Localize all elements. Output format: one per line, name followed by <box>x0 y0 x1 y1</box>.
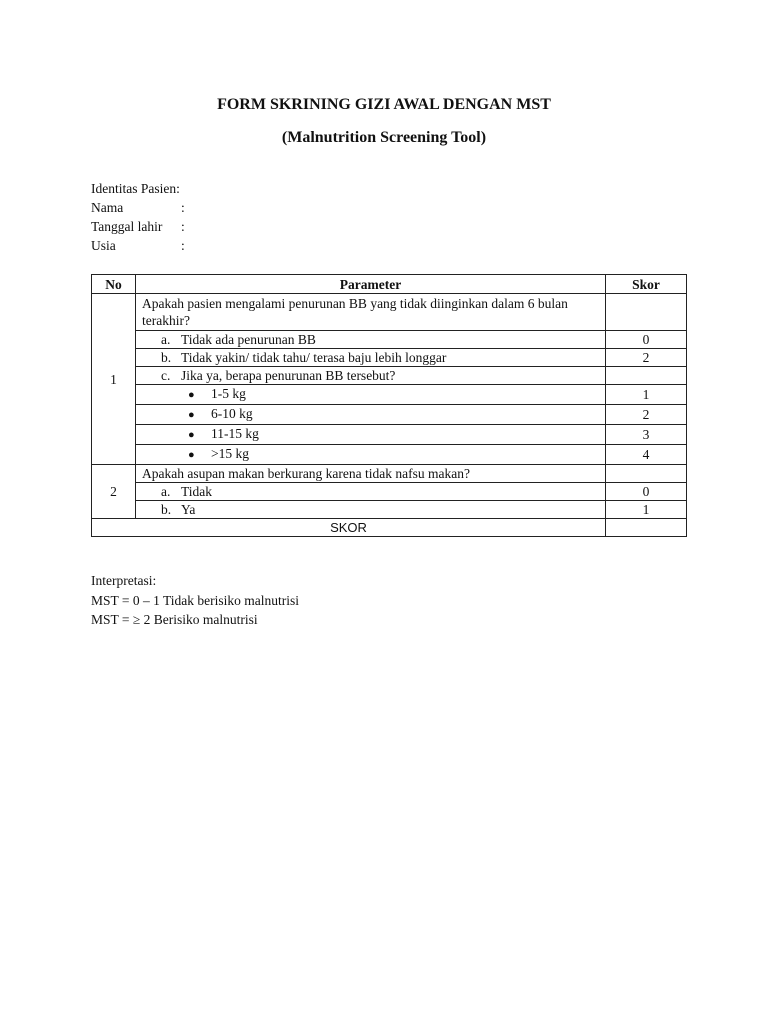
option-marker: a. <box>161 484 171 499</box>
option-cell <box>136 483 606 501</box>
score-cell: 0 <box>606 483 687 501</box>
interpretation-line: MST = 0 – 1 Tidak berisiko malnutrisi <box>91 592 300 608</box>
question-number: 2 <box>92 465 136 519</box>
identity-field-usia <box>91 236 185 255</box>
field-separator: : <box>181 238 185 253</box>
table-row <box>92 425 687 445</box>
total-label: SKOR <box>92 519 606 537</box>
bullet-text: 6-10 kg <box>211 406 253 421</box>
option-cell <box>136 349 606 367</box>
option-cell <box>136 367 606 385</box>
identity-field-tanggal-lahir <box>91 217 185 236</box>
score-cell <box>606 294 687 331</box>
score-cell <box>606 367 687 385</box>
bullet-icon: ● <box>188 409 195 421</box>
score-cell <box>606 465 687 483</box>
score-cell: 1 <box>606 501 687 519</box>
table-row <box>92 349 687 367</box>
option-text: Ya <box>181 502 196 517</box>
score-cell: 2 <box>606 349 687 367</box>
patient-identity <box>91 179 185 255</box>
field-separator: : <box>181 200 185 215</box>
question-number: 1 <box>92 294 136 465</box>
bullet-text: 11-15 kg <box>211 426 259 441</box>
header-skor: Skor <box>606 275 687 294</box>
field-label: Tanggal lahir <box>91 219 163 234</box>
table-row <box>92 294 687 331</box>
field-label: Usia <box>91 238 116 253</box>
table-row <box>92 385 687 405</box>
option-cell <box>136 331 606 349</box>
table-row <box>92 483 687 501</box>
table-row <box>92 405 687 425</box>
mst-screening-table <box>91 274 687 537</box>
bullet-cell <box>136 425 606 445</box>
bullet-cell <box>136 445 606 465</box>
option-text: Tidak yakin/ tidak tahu/ terasa baju lebih longgar <box>181 350 447 365</box>
bullet-text: 1-5 kg <box>211 386 246 401</box>
question-text: Apakah asupan makan berkurang karena tidak nafsu makan? <box>136 465 606 483</box>
field-label: Nama <box>91 200 124 215</box>
score-cell: 1 <box>606 385 687 405</box>
table-row <box>92 331 687 349</box>
interpretation <box>91 571 299 630</box>
total-score-cell <box>606 519 687 537</box>
question-text: Apakah pasien mengalami penurunan BB yang tidak diinginkan dalam 6 bulan terakhir? <box>136 294 606 331</box>
table-row <box>92 501 687 519</box>
score-cell: 0 <box>606 331 687 349</box>
table-header-row <box>92 275 687 294</box>
score-cell: 3 <box>606 425 687 445</box>
score-cell: 4 <box>606 445 687 465</box>
identity-field-nama <box>91 198 185 217</box>
table-row <box>92 465 687 483</box>
interpretation-heading: Interpretasi: <box>91 573 157 588</box>
bullet-cell <box>136 385 606 405</box>
bullet-icon: ● <box>188 449 195 461</box>
total-row <box>92 519 687 537</box>
form-title: FORM SKRINING GIZI AWAL DENGAN MST <box>217 96 551 113</box>
table-row <box>92 445 687 465</box>
option-marker: c. <box>161 368 171 383</box>
score-cell: 2 <box>606 405 687 425</box>
field-separator: : <box>181 219 185 234</box>
option-text: Tidak ada penurunan BB <box>181 332 316 347</box>
bullet-icon: ● <box>188 389 195 401</box>
bullet-text: >15 kg <box>211 446 249 461</box>
header-no: No <box>92 275 136 294</box>
option-cell <box>136 501 606 519</box>
option-marker: b. <box>161 502 172 517</box>
option-text: Jika ya, berapa penurunan BB tersebut? <box>181 368 396 383</box>
table-row <box>92 367 687 385</box>
identity-heading: Identitas Pasien: <box>91 181 180 196</box>
form-subtitle: (Malnutrition Screening Tool) <box>281 129 487 146</box>
interpretation-line: MST = ≥ 2 Berisiko malnutrisi <box>91 612 258 627</box>
bullet-icon: ● <box>188 429 195 441</box>
option-marker: a. <box>161 332 171 347</box>
bullet-cell <box>136 405 606 425</box>
header-parameter: Parameter <box>136 275 606 294</box>
option-text: Tidak <box>181 484 213 499</box>
option-marker: b. <box>161 350 172 365</box>
